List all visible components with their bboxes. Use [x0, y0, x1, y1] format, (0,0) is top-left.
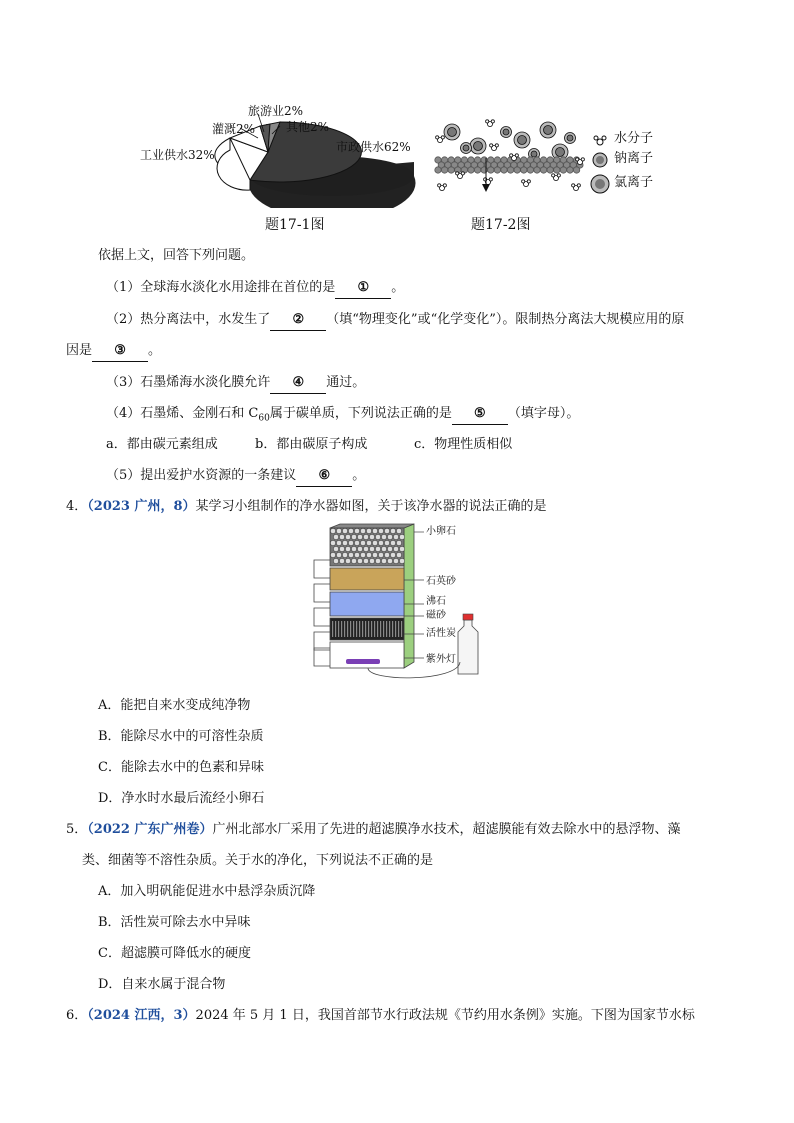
label-magnetic-sand: 磁砂: [426, 610, 446, 621]
layer-uv: [330, 642, 404, 668]
question-2-cont: 因是 ③ 。: [66, 341, 161, 362]
graphene-cell: [534, 167, 540, 173]
answer-blank-3[interactable]: ③: [92, 341, 148, 362]
label-uv-lamp: 紫外灯: [426, 654, 456, 665]
graphene-cell: [507, 167, 513, 173]
question-4-option-a: a．都由碳元素组成: [106, 437, 218, 452]
pie-label-municipal: 市政供水62%: [336, 140, 411, 154]
label-pebble: 小卵石: [426, 526, 456, 537]
intro-text: 依据上文，回答下列问题。: [98, 248, 255, 263]
graphene-cell: [554, 167, 560, 173]
problem-5-stem: 5．（2022 广东广州卷）广州北部水厂采用了先进的超滤膜净水技术，超滤膜能有效去除水中的悬浮物、藻: [66, 822, 681, 837]
figure-17-2-caption: 题17-2图: [471, 217, 531, 233]
water-molecule-icon: [592, 134, 608, 146]
graphene-cell: [441, 167, 447, 173]
graphene-cell: [540, 167, 546, 173]
sodium-ion-icon: [592, 152, 608, 168]
figure-17-1-caption: 题17-1图: [265, 217, 325, 233]
problem-5-option-d: D．自来水属于混合物: [98, 977, 226, 992]
graphene-cell: [494, 167, 500, 173]
graphene-cell: [448, 167, 454, 173]
answer-blank-4[interactable]: ④: [270, 373, 326, 394]
graphene-cell: [527, 167, 533, 173]
label-zeolite: 沸石: [426, 596, 446, 607]
pie-label-irrigation: 灌溉2%: [212, 122, 256, 136]
question-4-option-c: c．物理性质相似: [414, 437, 513, 452]
graphene-cell: [567, 167, 573, 173]
question-4-option-b: b．都由碳原子构成: [255, 437, 368, 452]
layer-quartz-sand: [330, 568, 404, 590]
answer-blank-5[interactable]: ⑤: [452, 404, 508, 425]
graphene-cell: [560, 167, 566, 173]
chloride-ion-icon: [590, 174, 610, 194]
problem-5-stem-cont: 类、细菌等不溶性杂质。关于水的净化，下列说法不正确的是: [82, 853, 434, 868]
graphene-cell: [573, 167, 579, 173]
graphene-cell: [514, 167, 520, 173]
label-activated-carbon: 活性炭: [426, 628, 456, 639]
graphene-cell: [501, 167, 507, 173]
graphene-cell: [521, 167, 527, 173]
figure-17-2: 水分子 钠离子 氯离子: [430, 118, 670, 214]
answer-blank-1[interactable]: ①: [335, 278, 391, 299]
problem-6-stem: 6．（2024 江西，3）2024 年 5 月 1 日，我国首部节水行政法规《节约用水条例》实施。下图为国家节水标: [66, 1008, 695, 1023]
graphene-cell: [468, 167, 474, 173]
question-1: （1）全球海水淡化水用途排在首位的是 ① 。: [106, 278, 404, 299]
answer-blank-6[interactable]: ⑥: [296, 466, 352, 487]
graphene-cell: [488, 167, 494, 173]
graphene-cell: [435, 167, 441, 173]
water-bottle: [458, 620, 478, 674]
pie-label-tourism: 旅游业2%: [248, 104, 304, 118]
graphene-cell: [474, 167, 480, 173]
layer-zeolite: [330, 592, 404, 616]
problem-5-option-a: A．加入明矾能促进水中悬浮杂质沉降: [98, 884, 316, 899]
problem-4-option-d: D．净水时水最后流经小卵石: [98, 791, 265, 806]
membrane-diagram: [430, 118, 590, 198]
answer-blank-2[interactable]: ②: [270, 310, 326, 331]
problem-4-option-b: B．能除尽水中的可溶性杂质: [98, 729, 264, 744]
pie-label-other: 其他2%: [286, 120, 330, 134]
problem-5-option-b: B．活性炭可除去水中异味: [98, 915, 251, 930]
purifier-diagram: [308, 522, 508, 682]
question-3: （3）石墨烯海水淡化膜允许 ④ 通过。: [106, 373, 365, 394]
uv-lamp: [346, 659, 380, 664]
figure-17-1: [130, 98, 430, 218]
water-purifier-figure: [308, 522, 508, 682]
graphene-cell: [547, 167, 553, 173]
problem-4-stem: 4．（2023 广州，8）某学习小组制作的净水器如图，关于该净水器的说法正确的是: [66, 499, 547, 514]
problem-4-option-a: A．能把自来水变成纯净物: [98, 698, 251, 713]
label-quartz-sand: 石英砂: [426, 576, 456, 587]
question-5: （5）提出爱护水资源的一条建议 ⑥ 。: [106, 466, 365, 487]
question-4: （4）石墨烯、金刚石和 $C_{60}$属于碳单质，下列说法正确的是 ⑤ （填字母）。: [106, 406, 580, 424]
problem-4-option-c: C．能除去水中的色素和异味: [98, 760, 264, 775]
question-2: （2）热分离法中，水发生了 ② （填“物理变化”或“化学变化”）。限制热分离法大规模应用的原: [106, 310, 684, 331]
problem-5-option-c: C．超滤膜可降低水的硬度: [98, 946, 251, 961]
pie-label-industrial: 工业供水32%: [140, 148, 215, 162]
